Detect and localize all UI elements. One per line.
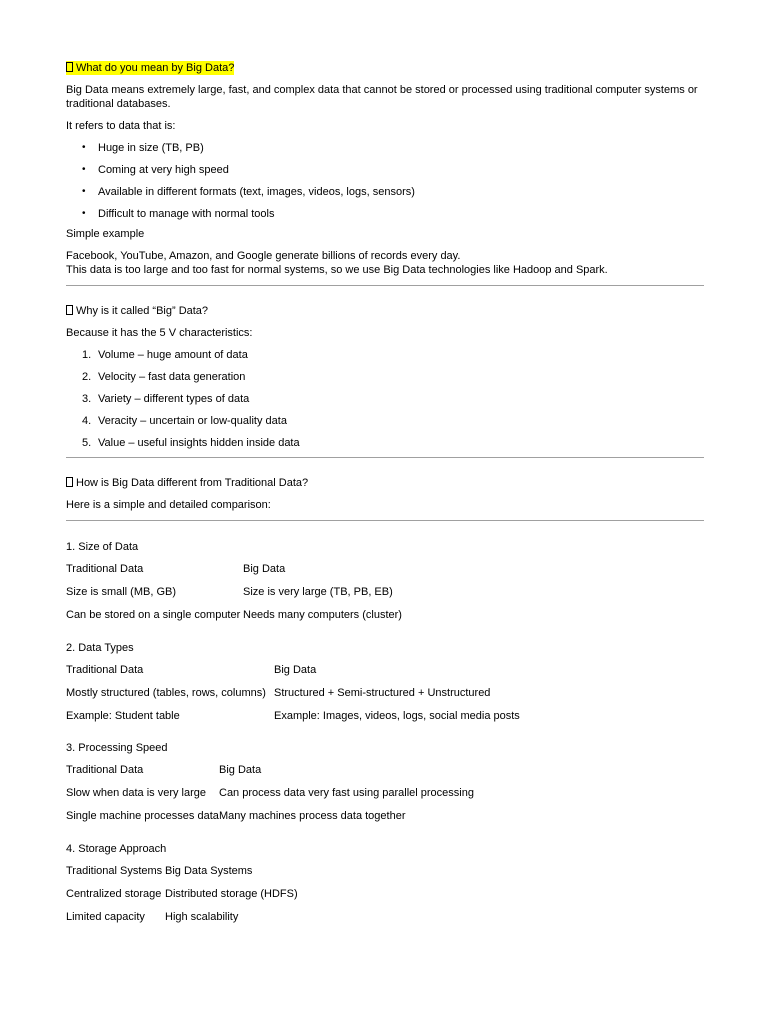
table-row: Example: Student table Example: Images, videos, logs, social media posts [66,710,520,722]
divider [66,457,704,458]
comparison-table [66,763,704,823]
divider [66,285,704,286]
section3-heading-line [66,476,704,490]
list-item: • Huge in size (TB, PB) [66,141,704,155]
section1-definition: Big Data means extremely large, fast, and complex data that cannot be stored or processed using traditional computer systems or traditional databases. [66,84,698,110]
table-row: Limited capacity High scalability [66,911,239,923]
section3-heading: How is Big Data different from Traditional Data? [76,477,309,489]
divider [66,520,704,521]
list-item: • Coming at very high speed [66,163,704,177]
table-row: Traditional Systems Big Data Systems [66,865,253,877]
comparison-table [66,663,704,723]
list-item: • Available in different formats (text, images, videos, logs, sensors) [66,185,704,199]
list-item: 4. Veracity – uncertain or low-quality data [82,415,287,427]
section1-bullet-list [66,141,704,221]
example-line-2: This data is too large and too fast for normal systems, so we use Big Data technologies like Hadoop and Spark. [66,264,608,276]
section2-heading-line [66,304,704,318]
list-item: 1. Volume – huge amount of data [82,349,248,361]
missing-glyph-icon [66,477,73,487]
comparison-title: 2. Data Types [66,642,134,654]
list-item: 3. Variety – different types of data [82,393,250,405]
comparison-title: 1. Size of Data [66,541,139,553]
table-row: Traditional Data Big Data [66,664,317,676]
table-row: Traditional Data Big Data [66,764,262,776]
table-row: Can be stored on a single computer Needs many computers (cluster) [66,609,402,621]
section1-heading-line [66,61,704,75]
comparison-title: 3. Processing Speed [66,742,168,754]
table-row: Centralized storage Distributed storage (HDFS) [66,888,298,900]
section1-refers: It refers to data that is: [66,120,176,132]
list-item: • Difficult to manage with normal tools [66,207,704,221]
table-row: Size is small (MB, GB) Size is very large (TB, PB, EB) [66,586,393,598]
table-row: Mostly structured (tables, rows, columns) Structured + Semi-structured + Unstructured [66,687,491,699]
example-label: Simple example [66,228,145,240]
table-row: Single machine processes data Many machines process data together [66,810,406,822]
section1-heading-highlight [66,61,234,75]
table-row: Slow when data is very large Can process data very fast using parallel processing [66,787,474,799]
missing-glyph-icon [66,305,73,315]
table-row: Traditional Data Big Data [66,563,286,575]
section2-intro: Because it has the 5 V characteristics: [66,327,253,339]
missing-glyph-icon [66,62,73,72]
comparison-table [66,864,704,924]
section3-intro: Here is a simple and detailed comparison: [66,499,271,511]
list-item: 5. Value – useful insights hidden inside data [82,437,300,449]
section2-heading: Why is it called “Big” Data? [76,305,209,317]
comparison-title: 4. Storage Approach [66,843,167,855]
document-content [66,61,704,933]
comparison-table [66,562,704,622]
five-v-list [66,348,704,450]
list-item: 2. Velocity – fast data generation [82,371,246,383]
example-line-1: Facebook, YouTube, Amazon, and Google generate billions of records every day. [66,250,461,262]
section1-heading: What do you mean by Big Data? [76,62,235,74]
